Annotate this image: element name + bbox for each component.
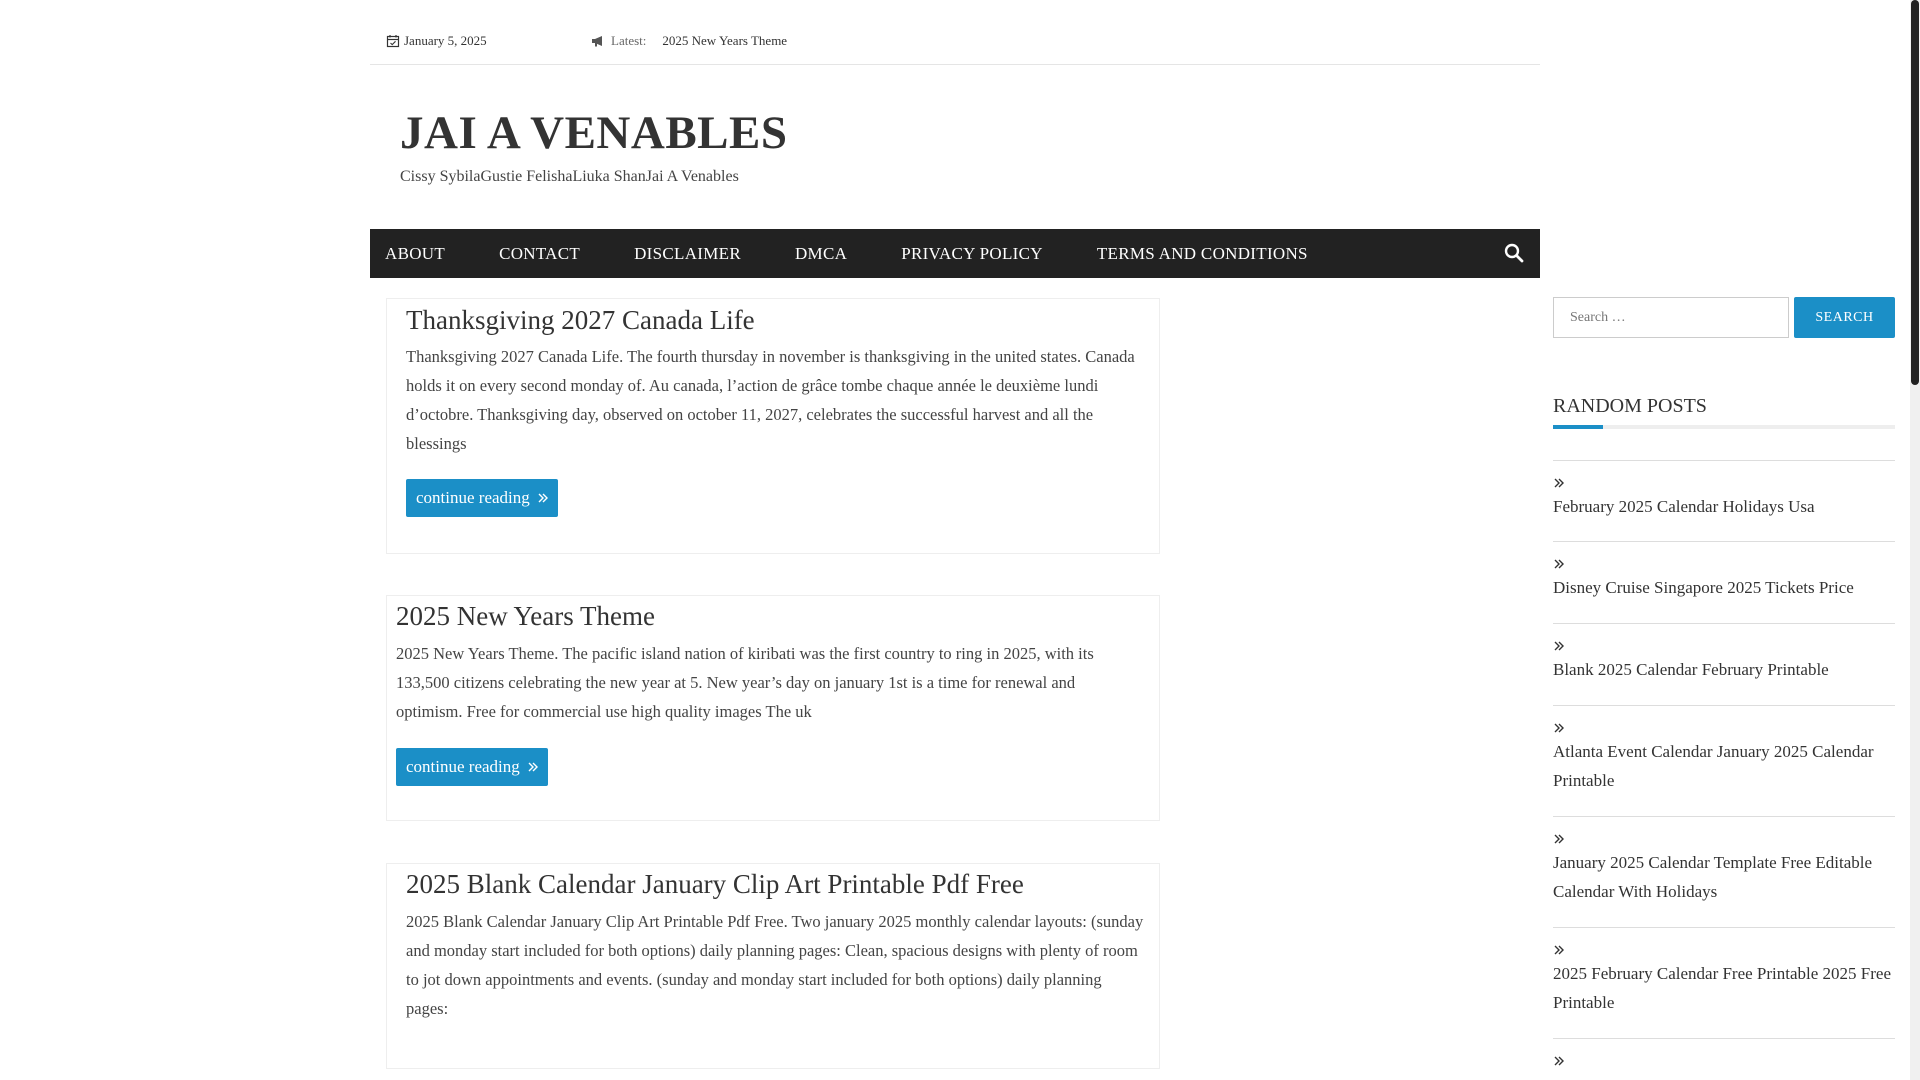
- post-excerpt: Thanksgiving 2027 Canada Life. The fourth thursday in november is thanksgiving in the united states. Canada holds it on every second monday of. Au canada, l’action de grâce tombe chaque année le deuxième lundi d’octobre. Thanksgiving day, observed on october 11, 2027, celebrates the successful harvest and all the blessings: [406, 347, 1135, 453]
- search-icon[interactable]: [1504, 243, 1524, 263]
- random-post-item[interactable]: [1553, 1038, 1895, 1069]
- post-excerpt: 2025 New Years Theme. The pacific island nation of kiribati was the first country to ring in 2025, with its 133,500 citizens celebrating the new year at 5. New year’s day on january 1st is a time for renewal and optimism. Free for commercial use high quality images The uk: [396, 644, 1094, 721]
- random-post-link[interactable]: Disney Cruise Singapore 2025 Tickets Price: [1553, 578, 1854, 597]
- latest-label: Latest:: [611, 33, 647, 48]
- post-card: [386, 863, 1160, 1069]
- random-post-link[interactable]: Blank 2025 Calendar February Printable: [1553, 660, 1829, 679]
- widget-title-underline: [1553, 425, 1895, 429]
- scrollbar-thumb[interactable]: [1911, 0, 1919, 385]
- double-chevron-right-icon: [528, 762, 538, 772]
- random-posts-title: RANDOM POSTS: [1553, 395, 1707, 417]
- double-chevron-right-icon: [1553, 558, 1565, 570]
- nav-item-terms[interactable]: TERMS AND CONDITIONS: [1096, 243, 1308, 263]
- random-post-item[interactable]: [1553, 705, 1895, 816]
- post-excerpt: 2025 Blank Calendar January Clip Art Printable Pdf Free. Two january 2025 monthly calendar layouts: (sunday and monday start included for both options) daily planning pages: Clean, spacious designs with plenty of room to jot down appointments and events. (sunday and monday start included for both options) daily planning pages:: [406, 912, 1144, 1018]
- random-post-link[interactable]: 2025 February Calendar Free Printable 2025 Free Printable: [1553, 964, 1892, 1012]
- date-display: [386, 33, 487, 49]
- double-chevron-right-icon: [1553, 722, 1565, 734]
- nav-item-contact[interactable]: CONTACT: [499, 243, 581, 263]
- post-title[interactable]: Thanksgiving 2027 Canada Life: [406, 305, 755, 335]
- post-card: [386, 595, 1160, 821]
- double-chevron-right-icon: [1553, 640, 1565, 652]
- search-input[interactable]: Search …: [1553, 297, 1789, 338]
- continue-reading-button[interactable]: [396, 748, 548, 786]
- random-post-item[interactable]: [1553, 623, 1895, 705]
- double-chevron-right-icon: [1553, 833, 1565, 845]
- nav-item-about[interactable]: ABOUT: [385, 243, 446, 263]
- random-post-link[interactable]: Atlanta Event Calendar January 2025 Calendar Printable: [1553, 742, 1874, 790]
- random-post-link[interactable]: January 2025 Calendar Template Free Editable Calendar With Holidays: [1553, 853, 1873, 901]
- button-label: continue reading: [406, 757, 520, 776]
- site-title[interactable]: JAI A VENABLES: [400, 107, 788, 159]
- nav-item-privacy-policy[interactable]: PRIVACY POLICY: [901, 243, 1043, 263]
- continue-reading-button[interactable]: [406, 479, 558, 517]
- search-button[interactable]: SEARCH: [1794, 297, 1895, 338]
- double-chevron-right-icon: [1553, 1055, 1565, 1067]
- random-post-item[interactable]: [1553, 816, 1895, 927]
- page-wrapper: [370, 0, 1892, 1018]
- post-card: [386, 298, 1160, 554]
- double-chevron-right-icon: [1553, 477, 1565, 489]
- latest-link[interactable]: 2025 New Years Theme: [662, 33, 788, 48]
- post-title[interactable]: 2025 New Years Theme: [396, 601, 655, 631]
- button-label: continue reading: [416, 488, 530, 507]
- nav-item-dmca[interactable]: DMCA: [794, 243, 848, 263]
- calendar-icon: [386, 34, 400, 48]
- double-chevron-right-icon: [538, 493, 548, 503]
- random-post-link[interactable]: February 2025 Calendar Holidays Usa: [1553, 497, 1815, 516]
- random-post-item[interactable]: [1553, 927, 1895, 1038]
- date-text: January 5, 2025: [404, 33, 487, 48]
- random-post-item[interactable]: [1553, 541, 1895, 623]
- main-navigation: [370, 229, 1540, 278]
- post-title[interactable]: 2025 Blank Calendar January Clip Art Printable Pdf Free: [406, 869, 1024, 899]
- latest-ticker: [591, 33, 787, 49]
- double-chevron-right-icon: [1553, 944, 1565, 956]
- top-bar: [370, 0, 1540, 65]
- random-post-item[interactable]: [1553, 460, 1895, 541]
- site-description: Cissy SybilaGustie FelishaLiuka ShanJai A Venables: [400, 168, 739, 185]
- nav-item-disclaimer[interactable]: DISCLAIMER: [634, 243, 741, 263]
- bullhorn-icon: [591, 34, 605, 48]
